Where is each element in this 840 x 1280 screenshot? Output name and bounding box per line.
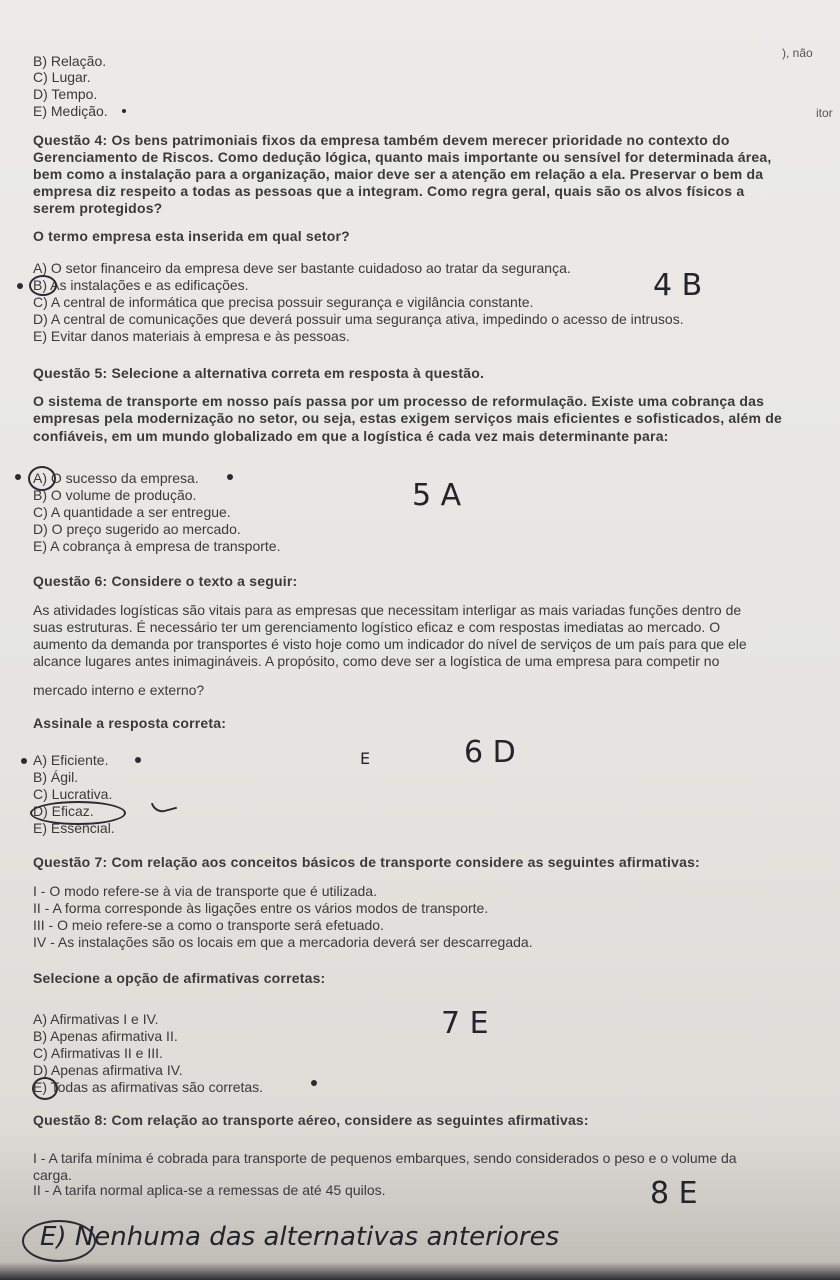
q6-prompt: Assinale a resposta correta: [33,715,227,731]
q7-statement-3: III - O meio refere-se a como o transporte será efetuado. [33,917,384,933]
q7-answer-circle [32,1077,58,1100]
q6-option-e[interactable]: E) Essencial. [33,820,115,836]
q7-statement-1: I - O modo refere-se à via de transporte que é utilizada. [33,883,377,899]
q5-option-b[interactable]: B) O volume de produção. [33,487,197,503]
q6-option-c[interactable]: C) Lucrativa. [33,786,113,802]
q4-option-e[interactable]: E) Evitar danos materiais à empresa e às pessoas. [33,328,350,344]
q7-title: Questão 7: Com relação aos conceitos básicos de transporte considere as seguintes afirmativas: [33,854,700,870]
q4-title-line-4: empresa diz respeito a todas as pessoas que a integram. Como regra geral, quais são os alvos físicos a [33,183,745,199]
q6-handwritten-answer: 6 D [464,735,516,770]
option-top-c: C) Lugar. [33,69,91,85]
q5-body-line-2: empresas pela modernização no setor, ou seja, estas exigem serviços mais eficientes e sofisticados, além de [33,410,782,426]
q6-option-a[interactable]: A) Eficiente. [33,752,109,768]
q7-statement-4: IV - As instalações são os locais em que a mercadoria deverá ser descarregada. [33,934,533,950]
q7-option-b[interactable]: B) Apenas afirmativa II. [33,1028,178,1044]
q6-body-line-2: suas estruturas. É necessário ter um gerenciamento logístico eficaz e com respostas imediatas ao mercado. O [33,619,721,635]
q6-body-line-1: As atividades logísticas são vitais para as empresas que necessitam interligar as mais variadas funções dentro de [33,602,742,618]
q4-option-a[interactable]: A) O setor financeiro da empresa deve ser bastante cuidadoso ao tratar da segurança. [33,260,571,276]
q5-option-a[interactable]: A) O sucesso da empresa. [33,470,199,486]
q7-option-d[interactable]: D) Apenas afirmativa IV. [33,1062,183,1078]
q7-option-e[interactable]: E) Todas as afirmativas são corretas. [33,1079,264,1095]
q7-prompt: Selecione a opção de afirmativas corretas: [33,970,326,986]
q8-statement-1-cont: carga. [33,1167,72,1183]
q4-option-b[interactable]: B) As instalações e as edificações. [33,277,249,293]
pen-dot [122,109,126,113]
option-top-d: D) Tempo. [33,86,98,102]
page-bottom-shadow [0,1262,840,1280]
q6-handwritten-mark: E [360,749,371,768]
option-top-b: B) Relação. [33,53,107,69]
q5-handwritten-answer: 5 A [412,478,462,513]
pen-dot [135,757,141,763]
q4-option-c[interactable]: C) A central de informática que precisa possuir segurança e vigilância constante. [33,294,534,310]
bottom-handwritten-note: E) Nenhuma das alternativas anteriores [40,1222,560,1252]
q4-answer-circle [29,275,57,296]
pen-dot [15,474,21,480]
q8-statement-2: II - A tarifa normal aplica-se a remessas de até 45 quilos. [33,1182,386,1198]
pen-dot [21,758,27,764]
pen-dot [17,283,23,289]
q5-title: Questão 5: Selecione a alternativa correta em resposta à questão. [33,365,485,381]
q4-title-line-2: Gerenciamento de Riscos. Como dedução lógica, quanto mais importante ou sensível for determinada área, [33,149,772,165]
margin-note-top: ), não [782,46,813,60]
q6-body-line-5: mercado interno e externo? [33,682,205,698]
q8-title: Questão 8: Com relação ao transporte aéreo, considere as seguintes afirmativas: [33,1112,589,1128]
q4-option-d[interactable]: D) A central de comunicações que deverá possuir uma segurança ativa, impedindo o acesso de intrusos. [33,311,684,327]
pen-dot [227,474,233,480]
q6-option-d[interactable]: D) Eficaz. [33,803,94,819]
q6-body-line-4: alcance lugares antes inimagináveis. A propósito, como deve ser a logística de uma empresa para competir no [33,653,720,669]
q8-statement-1: I - A tarifa mínima é cobrada para transporte de pequenos embarques, sendo considerados o peso e o volume da [33,1150,737,1166]
q5-body-line-1: O sistema de transporte em nosso país passa por um processo de reformulação. Existe uma cobrança das [33,393,765,409]
margin-note-mid: itor [816,106,833,120]
q4-title-line-1: Questão 4: Os bens patrimoniais fixos da empresa também devem merecer prioridade no contexto do [33,132,730,148]
q5-option-e[interactable]: E) A cobrança à empresa de transporte. [33,538,281,554]
q4-title-line-5: serem protegidos? [33,200,163,216]
q5-option-d[interactable]: D) O preço sugerido ao mercado. [33,521,241,537]
q4-subtitle: O termo empresa esta inserida em qual setor? [33,228,350,244]
q7-statement-2: II - A forma corresponde às ligações entre os vários modos de transporte. [33,900,489,916]
q7-option-c[interactable]: C) Afirmativas II e III. [33,1045,163,1061]
q6-title: Questão 6: Considere o texto a seguir: [33,573,298,589]
q7-handwritten-answer: 7 E [441,1006,489,1041]
q6-option-b[interactable]: B) Ágil. [33,769,79,785]
q6-body-line-3: aumento da demanda por transportes é visto hoje como um indicador do nível de serviços de um país para que ele [33,636,747,652]
q5-body-line-3: confiáveis, em um mundo globalizado em que a logística é cada vez mais determinante para: [33,428,669,444]
q8-handwritten-answer: 8 E [650,1176,698,1211]
q7-option-a[interactable]: A) Afirmativas I e IV. [33,1011,159,1027]
q4-title-line-3: bem como a instalação para a organização, maior deve ser a atenção em relação a ela. Preservar o bem da [33,166,764,182]
pen-dot [311,1080,317,1086]
option-top-e: E) Medição. [33,103,108,119]
q4-handwritten-answer: 4 B [653,268,703,303]
q5-option-c[interactable]: C) A quantidade a ser entregue. [33,504,231,520]
